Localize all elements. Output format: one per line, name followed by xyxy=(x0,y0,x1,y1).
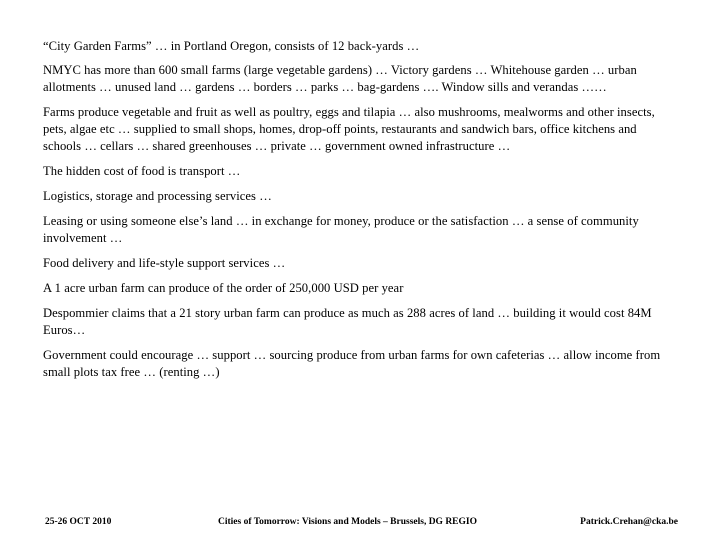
paragraph-city-garden-farms: “City Garden Farms” … in Portland Oregon, consists of 12 back-yards … xyxy=(43,39,420,53)
slide-footer xyxy=(0,514,720,530)
paragraph-government: Government could encourage … support … sourcing produce from urban farms for own cafeterias … allow income from small plots tax free … (renting …) xyxy=(43,348,661,379)
paragraph-leasing-land: Leasing or using someone else’s land … in exchange for money, produce or the satisfaction … a sense of community involvement … xyxy=(43,214,639,245)
paragraph-farm-produce: Farms produce vegetable and fruit as well as poultry, eggs and tilapia … also mushrooms, mealworms and other insects, pets, algae etc … supplied to small shops, homes, drop-off points, restaurants and sandwich bars, office kitchens and schools … cellars … shared greenhouses … private … government owned infrastructure … xyxy=(43,105,655,153)
paragraph-logistics: Logistics, storage and processing services … xyxy=(43,189,272,203)
footer-email: Patrick.Crehan@cka.be xyxy=(580,517,678,527)
paragraph-acre-value: A 1 acre urban farm can produce of the order of 250,000 USD per year xyxy=(43,281,404,295)
footer-title: Cities of Tomorrow: Visions and Models – Brussels, DG REGIO xyxy=(218,517,477,527)
footer-date: 25-26 OCT 2010 xyxy=(45,517,112,527)
paragraph-despommier: Despommier claims that a 21 story urban farm can produce as much as 288 acres of land … building it would cost 84M Euros… xyxy=(43,306,652,337)
paragraph-nmyc-farms: NMYC has more than 600 small farms (large vegetable gardens) … Victory gardens … Whitehouse garden … urban allotments … unused land … gardens … borders … parks … bag-gardens …. Window sills and verandas …… xyxy=(43,63,637,94)
paragraph-transport-cost: The hidden cost of food is transport … xyxy=(43,164,241,178)
paragraph-food-delivery: Food delivery and life-style support services … xyxy=(43,256,286,270)
slide-body xyxy=(43,38,677,389)
